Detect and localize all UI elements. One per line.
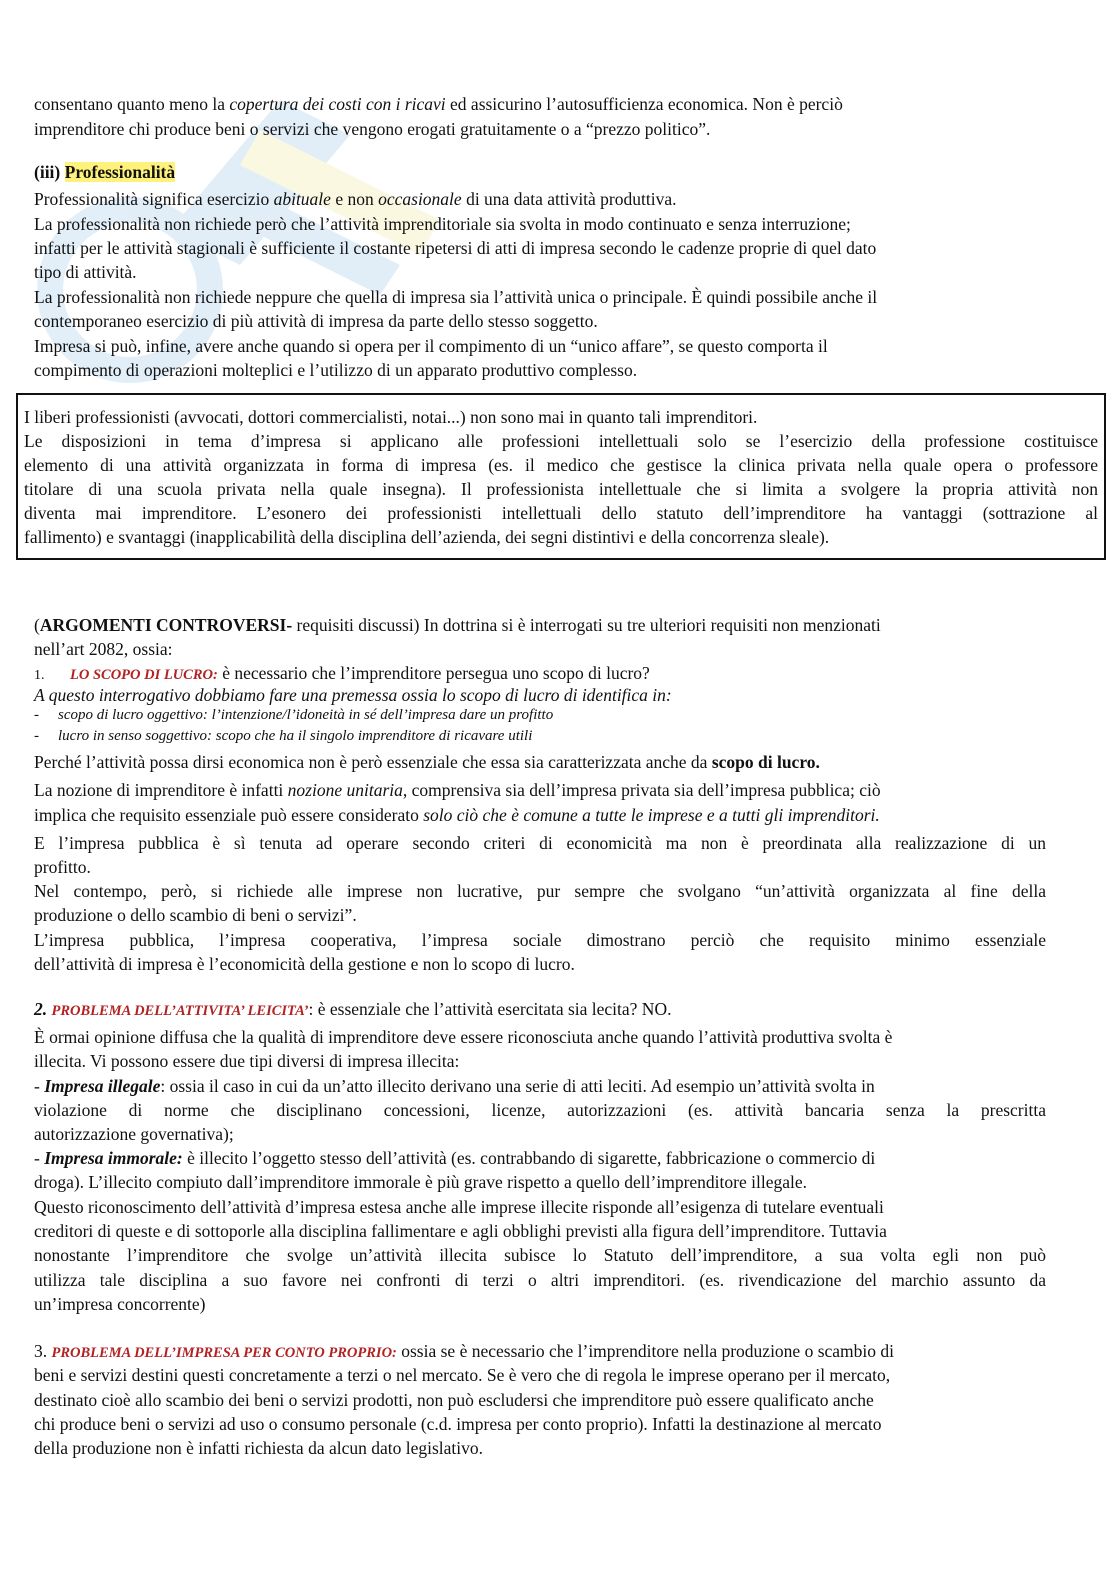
lucro-line: Perché l’attività possa dirsi economica non è però essenziale che essa sia caratterizzata anche da scopo di lucro. [34,752,820,772]
lecita-line: - Impresa immorale: è illecito l’oggetto stesso dell’attività (es. contrabbando di sigarette, fabbricazione o commercio di [34,1148,876,1168]
box-line: titolare di una scuola privata nella quale insegna). Il professionista intellettuale che si limita a svolgere la propria attività non [24,479,1098,499]
heading-scopo-di-lucro: 1. LO SCOPO DI LUCRO: è necessario che l’imprenditore persegua uno scopo di lucro? [34,663,650,683]
lecita-line: È ormai opinione diffusa che la qualità di imprenditore deve essere riconosciuta anche quando l’attività produttiva svolta è [34,1027,893,1047]
prof-line: Professionalità significa esercizio abituale e non occasionale di una data attività produttiva. [34,189,677,209]
prof-line: contemporaneo esercizio di più attività di impresa da parte dello stesso soggetto. [34,311,598,331]
lucro-line: dell’attività di impresa è l’economicità della gestione e non lo scopo di lucro. [34,954,575,974]
paragraph-intro-line1: consentano quanto meno la copertura dei costi con i ricavi ed assicurino l’autosufficienza economica. Non è perciò [34,94,843,114]
lucro-line: implica che requisito essenziale può essere considerato solo ciò che è comune a tutte le imprese e a tutti gli imprenditori. [34,805,880,825]
lucro-premessa: A questo interrogativo dobbiamo fare una premessa ossia lo scopo di lucro di identifica in: [34,685,672,705]
lecita-line: creditori di queste e di sottoporle alla disciplina fallimentare e agli obblighi previsti alla figura dell’imprenditore. Tuttavia [34,1221,887,1241]
prof-line: La professionalità non richiede però che l’attività imprenditoriale sia svolta in modo continuato e senza interruzione; [34,214,851,234]
prof-line: Impresa si può, infine, avere anche quando si opera per il compimento di un “unico affare”, se questo comporta il [34,336,828,356]
lucro-line: profitto. [34,857,91,877]
heading-conto-proprio: 3. PROBLEMA DELL’IMPRESA PER CONTO PROPRIO: ossia se è necessario che l’imprenditore nella produzione o scambio di [34,1341,895,1361]
lecita-line: autorizzazione governativa); [34,1124,234,1144]
prof-line: tipo di attività. [34,262,137,282]
proprio-line: beni e servizi destini questi concretamente a terzi o nel mercato. Se è vero che di regola le imprese operano per il mercato, [34,1365,891,1385]
boxed-note-professionisti [16,393,1106,560]
prof-line: infatti per le attività stagionali è sufficiente il costante ripetersi di atti di impresa secondo le cadenze proprie di quel dato [34,238,877,258]
proprio-line: chi produce beni o servizi ad uso o consumo personale (c.d. impresa per conto proprio). Infatti la destinazione al mercato [34,1414,882,1434]
lecita-line: - Impresa illegale: ossia il caso in cui da un’atto illecito derivano una serie di atti leciti. Ad esempio un’attività svolta in [34,1076,875,1096]
prof-line: compimento di operazioni molteplici e l’utilizzo di un apparato produttivo complesso. [34,360,638,380]
prof-line: La professionalità non richiede neppure che quella di impresa sia l’attività unica o principale. È quindi possibile anche il [34,287,878,307]
lecita-line: illecita. Vi possono essere due tipi diversi di impresa illecita: [34,1051,460,1071]
lucro-line: produzione o dello scambio di beni o servizi”. [34,905,357,925]
heading-attivita-lecita: 2. PROBLEMA DELL’ATTIVITA’ LEICITA’: è essenziale che l’attività esercitata sia lecita? NO. [34,999,672,1019]
lecita-line: un’impresa concorrente) [34,1294,206,1314]
argomenti-controversi-line1: (ARGOMENTI CONTROVERSI- requisiti discussi) In dottrina si è interrogati su tre ulteriori requisiti non menzionati [34,615,881,635]
lucro-bullet-oggettivo: - scopo di lucro oggettivo: l’intenzione/l’idoneità in sé dell’impresa dare un profitto [34,707,554,723]
lucro-line: La nozione di imprenditore è infatti nozione unitaria, comprensiva sia dell’impresa privata sia dell’impresa pubblica; ciò [34,780,881,800]
proprio-line: della produzione non è infatti richiesta da alcun dato legislativo. [34,1438,484,1458]
lucro-line: L’impresa pubblica, l’impresa cooperativa, l’impresa sociale dimostrano perciò che requisito minimo essenziale [34,930,1046,950]
lecita-line: droga). L’illecito compiuto dall’imprenditore immorale è più grave rispetto a quello dell’imprenditore illegale. [34,1172,807,1192]
box-line: I liberi professionisti (avvocati, dottori commercialisti, notai...) non sono mai in quanto tali imprenditori. [24,407,758,427]
box-line: elemento di una attività organizzata in forma di impresa (es. il medico che gestisce la clinica privata nella quale opera o professore [24,455,1098,475]
lucro-bullet-soggettivo: - lucro in senso soggettivo: scopo che ha il singolo imprenditore di ricavare utili [34,728,533,744]
lecita-line: utilizza tale disciplina a suo favore nei confronti di terzi o altri imprenditori. (es. rivendicazione del marchio assunto da [34,1270,1046,1290]
box-line: Le disposizioni in tema d’impresa si applicano alle professioni intellettuali solo se l’esercizio della professione costituisce [24,431,1098,451]
box-line: fallimento) e svantaggi (inapplicabilità della disciplina dell’azienda, dei segni distintivi e della concorrenza sleale). [24,527,830,547]
proprio-line: destinato cioè allo scambio dei beni o servizi prodotti, non può escludersi che imprenditore può essere qualificato anche [34,1390,874,1410]
lucro-line: Nel contempo, però, si richiede alle imprese non lucrative, pur sempre che svolgano “un’attività organizzata al fine della [34,881,1046,901]
section-heading-professionalita: (iii) Professionalità [34,162,176,182]
lecita-line: nonostante l’imprenditore che svolge un’attività illecita subisce lo Statuto dell’imprenditore, a sua volta egli non può [34,1245,1046,1265]
paragraph-intro-line2: imprenditore chi produce beni o servizi che vengono erogati gratuitamente o a “prezzo politico”. [34,119,711,139]
lecita-line: Questo riconoscimento dell’attività d’impresa estesa anche alle imprese illecite risponde all’esigenza di tutelare eventuali [34,1197,884,1217]
lucro-line: E l’impresa pubblica è sì tenuta ad operare secondo criteri di economicità ma non è preordinata alla realizzazione di un [34,833,1046,853]
box-line: diventa mai imprenditore. L’esonero dei professionisti intellettuali dello statuto dell’imprenditore ha vantaggi (sottrazione al [24,503,1098,523]
argomenti-controversi-line2: nell’art 2082, ossia: [34,639,173,659]
lecita-line: violazione di norme che disciplinano concessioni, licenze, autorizzazioni (es. attività bancaria senza la prescritta [34,1100,1046,1120]
